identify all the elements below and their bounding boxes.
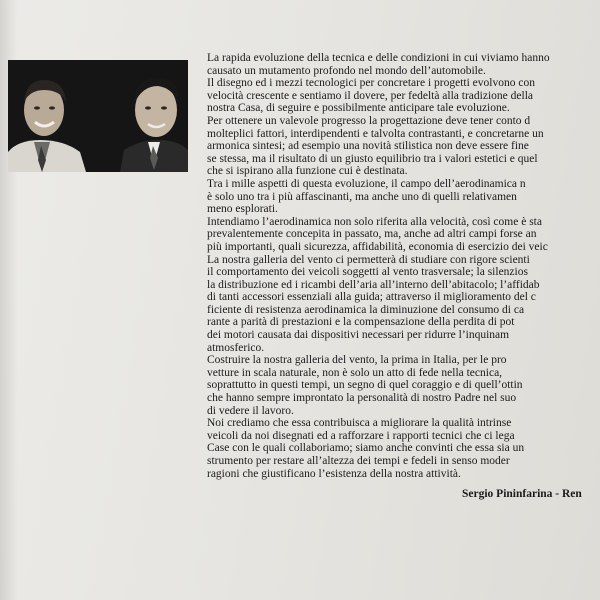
text-line: rante a parità di prestazioni e la compensazione della perdita di pot: [207, 316, 515, 329]
text-line: nostra Casa, di seguire e possibilmente anticipare tale evoluzione.: [207, 102, 510, 115]
text-line: vetture in scala naturale, non è solo un atto di fede nella tecnica,: [207, 366, 503, 379]
signature: Sergio Pininfarina - Ren: [462, 488, 582, 500]
text-line: Il disegno ed i mezzi tecnologici per concretare i progetti evolvono con: [207, 77, 535, 90]
text-line: Case con le quali collaboriamo; siamo anche convinti che essa sia un: [207, 442, 525, 455]
paragraph: [207, 178, 600, 216]
paragraph: [207, 354, 600, 417]
foreword-text: [207, 52, 600, 480]
text-line: Tra i mille aspetti di questa evoluzione, il campo dell’aerodinamica n: [207, 177, 526, 190]
text-line: è solo uno tra i più affascinanti, ma anche uno di quelli relativamen: [207, 190, 517, 203]
text-line: armonica sintesi; ad esempio una novità stilistica non deve essere fine: [207, 140, 529, 153]
text-line: più importanti, quali sicurezza, affidabilità, economia di esercizio dei veic: [207, 240, 548, 253]
paragraph: [207, 254, 600, 355]
portrait-photo-graphic: [8, 60, 188, 172]
text-line: Intendiamo l’aerodinamica non solo riferita alla velocità, così come è sta: [207, 215, 542, 228]
text-line: molteplici fattori, interdipendenti e talvolta contrastanti, e concretarne un: [207, 127, 544, 140]
text-line: Noi crediamo che essa contribuisca a migliorare la qualità intrinse: [207, 417, 512, 430]
text-line: che hanno sempre improntato la personalità di nostro Padre nel suo: [207, 392, 517, 405]
paragraph: [207, 216, 600, 254]
paragraph: [207, 52, 600, 77]
text-line: ragioni che giustificano l’esistenza della nostra attività.: [207, 467, 461, 480]
text-line: causato un mutamento profondo nel mondo dell’automobile.: [207, 64, 486, 77]
text-line: ficiente di resistenza aerodinamica la diminuzione del consumo di ca: [207, 303, 525, 316]
text-line: strumento per restare all’altezza dei tempi e fedeli in senso moder: [207, 455, 510, 467]
text-line: La rapida evoluzione della tecnica e delle condizioni in cui viviamo hanno: [207, 52, 550, 64]
paragraph: [207, 77, 600, 115]
text-line: velocità crescente e sentiamo il dovere, per fedeltà alla tradizione della: [207, 89, 533, 102]
text-line: di vedere il lavoro.: [207, 404, 294, 417]
text-line: atmosferico.: [207, 341, 265, 354]
text-line: veicoli da noi disegnati ed a rafforzare i rapporti tecnici che ci lega: [207, 429, 515, 442]
text-line: La nostra galleria del vento ci permetterà di studiare con rigore scienti: [207, 253, 530, 266]
text-line: prevalentemente concepita in passato, ma, anche ad altri campi forse an: [207, 228, 537, 241]
text-line: che si ispirano alla funzione cui è destinata.: [207, 165, 408, 178]
text-line: meno esplorati.: [207, 203, 278, 216]
text-line: la distribuzione ed i ricambi dell’aria all’interno dell’abitacolo; l’affidab: [207, 278, 540, 291]
text-line: Costruire la nostra galleria del vento, la prima in Italia, per le pro: [207, 354, 507, 367]
text-line: il comportamento dei veicoli soggetti al vento trasversale; la silenzios: [207, 266, 528, 279]
paragraph: [207, 417, 600, 480]
text-line: se stessa, ma il risultato di un giusto equilibrio tra i valori estetici e quel: [207, 152, 538, 165]
text-line: di tanti accessori essenziali alla guida; attraverso il miglioramento del c: [207, 291, 536, 304]
portrait-photo: [8, 60, 188, 172]
text-line: Per ottenere un valevole progresso la progettazione deve tener conto d: [207, 114, 531, 127]
text-line: soprattutto in questi tempi, un segno di quel coraggio e di quell’ottin: [207, 379, 523, 392]
paragraph: [207, 115, 600, 178]
text-line: dei motori causata dai dispositivi necessari per ridurre l’inquinam: [207, 329, 510, 342]
